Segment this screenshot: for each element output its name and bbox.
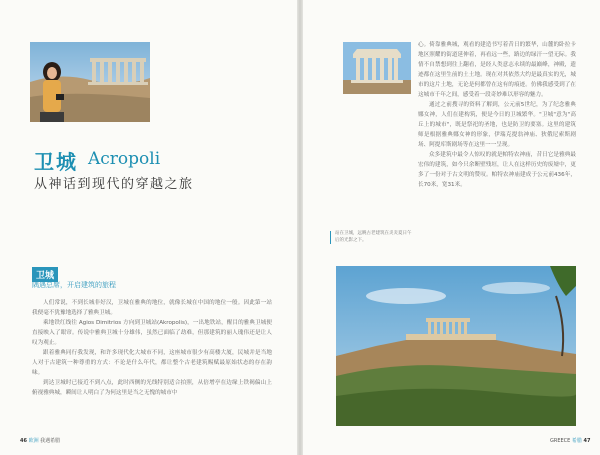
paragraph: 心。倚靠雅典城，观看的建造书写着昔日的繁华，山麓的卧拉卡地区照耀的街道延伸着，再看远一些，路边的绿汗一望无际。我情不自禁想到往上翻看，是经人类意志永续的最巅峰，神殿，遗迹都在这里生前的土土地。现在对其依然大约是最真实的光，城市的这片土地，无论是何都曾在这有的痕迹。仿佛我感受到了在这城市千年之间，感受着一段奇妙难以形容的魅力。: [418, 42, 576, 98]
paragraph: 到达卫城时已接近不到八点，此时西侧的光线特别适合拍照，从倍增亭在边缘上铁褐偏山上俯视雅典城，瞬间让人明白了为何这里是当之无愧的城市中: [32, 380, 272, 396]
section-label: 卫城: [32, 267, 58, 282]
paragraph: 通过之前搜寻的资料了解到，公元前5世纪，为了纪念雅典娜女神，人们在建构筑，便是今日的卫城繁华。"卫城"意为"高丘上的城市"，既是祭祀的圣地，也是防卫的要塞。这里的建筑师是根据雅典娜女神的形象，伊瑞克提翁神庙、狄俄尼索斯剧场、阿提库斯剧场等在这里一一呈现。: [418, 102, 576, 148]
page-number-left: 46: [20, 438, 27, 444]
paragraph: 人们常说，不到长城非好汉，卫城在雅典的地位，就像长城在中国的地位一般。因此第一站我便毫不犹豫地选择了雅典卫城。: [32, 300, 272, 316]
right-page: [303, 0, 600, 455]
left-footer: [20, 437, 60, 444]
temple-photo: [343, 42, 411, 94]
footer-section: 欧洲: [28, 438, 39, 444]
left-page: [0, 0, 297, 455]
title-chinese: 卫城: [34, 150, 78, 174]
right-footer: [550, 437, 591, 444]
footer-title: 我遇希腊: [40, 438, 61, 444]
footer-title-en: GREECE: [550, 438, 571, 444]
section-subtitle: 隅遇总席，开启建筑的旅程: [32, 281, 116, 289]
photo-caption: 站在卫城，远眺古老建筑在炎炎夏日午后的光影之下。: [330, 231, 415, 244]
paragraph: 跟着雅典同行我发现，和许多现代化大城市不同，这座城市很少有高楼大厦，民城并是当地人对于古建筑一种尊重的方式：不论是什么年代，都让整个古老建筑赐赋最原始状态的存在韵味。: [32, 350, 272, 376]
page-number-right: 47: [583, 438, 591, 444]
paragraph: 众多建筑中最令人惊叹的就是帕特农神庙，昔日它是雅典最宏伟的建筑，如今只余断壁残垣，让人在这样历史的废墟中，更多了一份对于古文明的赞叹。帕特农神庙建成于公元前436年，长70米，宽31米。: [418, 152, 576, 188]
article-title: [34, 146, 284, 176]
woman-at-ruins-photo: [30, 42, 150, 122]
footer-title-cn: 希腊: [571, 438, 582, 444]
left-body-text: [32, 298, 272, 398]
right-body-text-top: [418, 40, 576, 190]
title-english: Acropoli: [88, 149, 161, 169]
article-subtitle: 从神话到现代的穿越之旅: [34, 177, 194, 192]
paragraph: 乘地铁红线往 Agios Dimitrios 方向到卫城站(Akropolis)，一出地铁站，醒目的雅典卫城便直接映入了眼帘。传说中雅典卫城十分雄伟，虽然已面临了劫难，但那建筑的丽人瑰伟还是让人叹为观止。: [32, 320, 272, 346]
acropolis-panorama-photo: [336, 266, 576, 426]
